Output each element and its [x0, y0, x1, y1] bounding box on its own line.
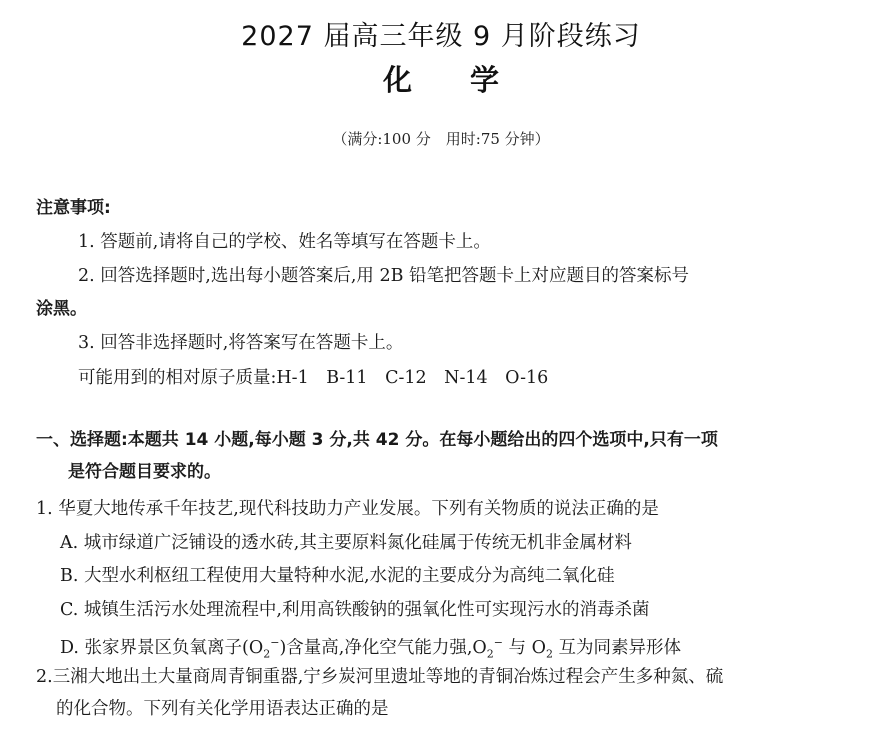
- section-1-heading: 一、选择题:本题共 14 小题,每小题 3 分,共 42 分。在每小题给出的四个选项中,只有一项: [36, 430, 718, 450]
- question-1-stem: 1. 华夏大地传承千年技艺,现代科技助力产业发展。下列有关物质的说法正确的是: [36, 499, 659, 519]
- question-1-option-b: B. 大型水利枢纽工程使用大量特种水泥,水泥的主要成分为高纯二氧化硅: [60, 566, 615, 586]
- question-2-stem-cont: 的化合物。下列有关化学用语表达正确的是: [56, 699, 389, 719]
- exam-meta: （满分:100 分 用时:75 分钟）: [332, 130, 550, 148]
- exam-title: 2027 届高三年级 9 月阶段练习: [241, 21, 641, 52]
- question-2-stem: 2.三湘大地出土大量商周青铜重器,宁乡炭河里遗址等地的青铜冶炼过程会产生多种氮、硫: [36, 667, 724, 687]
- notice-item-2-cont: 涂黑。: [36, 299, 87, 319]
- question-1-option-c: C. 城镇生活污水处理流程中,利用高铁酸钠的强氧化性可实现污水的消毒杀菌: [60, 600, 650, 620]
- notice-item-1: 1. 答题前,请将自己的学校、姓名等填写在答题卡上。: [78, 232, 491, 252]
- section-1-heading-cont: 是符合题目要求的。: [68, 462, 221, 482]
- notice-item-2: 2. 回答选择题时,选出每小题答案后,用 2B 铅笔把答题卡上对应题目的答案标号: [78, 266, 690, 286]
- subject-title: 化 学: [382, 63, 524, 97]
- atomic-mass-note: 可能用到的相对原子质量:H-1 B-11 C-12 N-14 O-16: [78, 368, 549, 388]
- notice-heading: 注意事项:: [36, 198, 111, 218]
- notice-item-3: 3. 回答非选择题时,将答案写在答题卡上。: [78, 333, 404, 353]
- question-1-option-d: D. 张家界景区负氧离子$(O_2^-)$含量高,净化空气能力强$,O_2^-$ 与 $O_2$ 互为同素异形体: [60, 636, 682, 661]
- question-1-option-a: A. 城市绿道广泛铺设的透水砖,其主要原料氮化硅属于传统无机非金属材料: [60, 533, 632, 553]
